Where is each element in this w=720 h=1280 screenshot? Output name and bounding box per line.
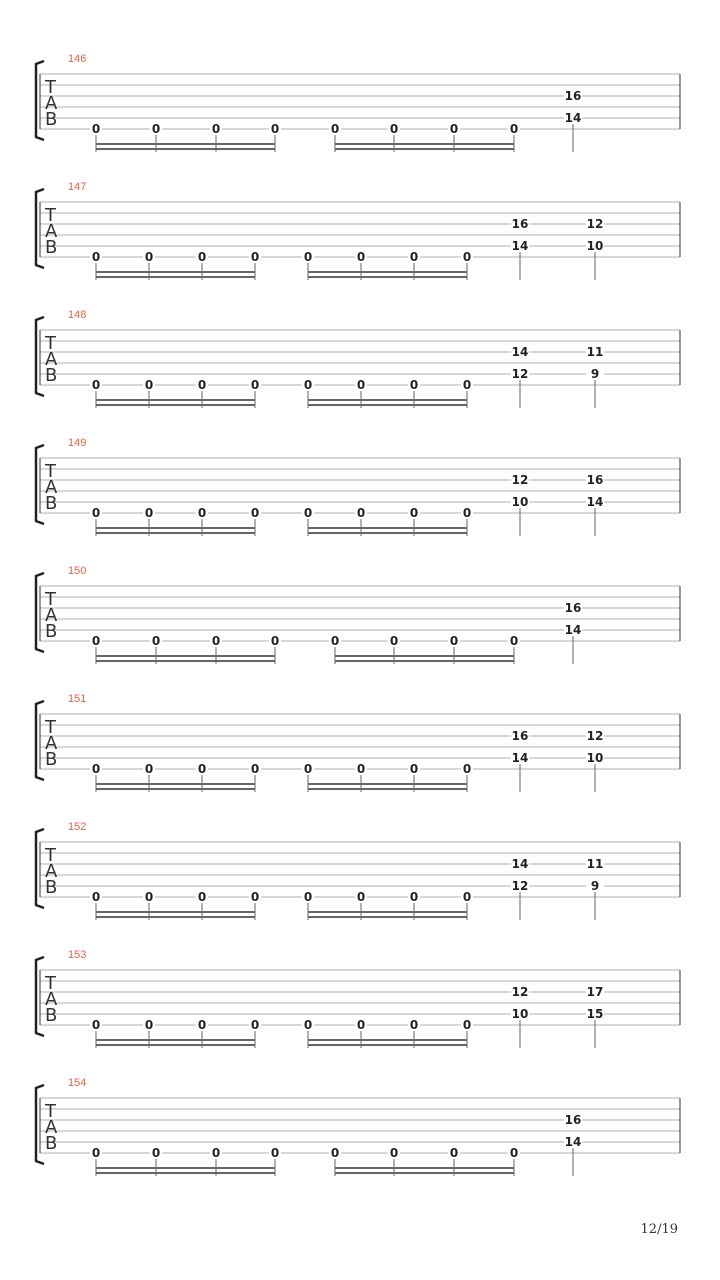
fret-number: 0 bbox=[250, 378, 260, 392]
fret-number: 0 bbox=[303, 506, 313, 520]
fret-number: 0 bbox=[211, 1146, 221, 1160]
tab-clef-letter: A bbox=[45, 349, 58, 370]
chord-fret-top: 16 bbox=[511, 217, 529, 231]
tab-clef-letter: A bbox=[45, 221, 58, 242]
bar-number: 151 bbox=[68, 693, 87, 705]
tab-clef-letter: T bbox=[45, 461, 56, 482]
fret-number: 0 bbox=[389, 122, 399, 136]
tab-system bbox=[0, 688, 720, 798]
fret-number: 0 bbox=[91, 762, 101, 776]
chord-fret-top: 14 bbox=[511, 345, 529, 359]
chord-fret-bottom: 12 bbox=[511, 879, 529, 893]
chord-fret-top: 12 bbox=[586, 217, 604, 231]
fret-number: 0 bbox=[144, 250, 154, 264]
tab-system bbox=[0, 176, 720, 286]
tab-clef-letter: A bbox=[45, 605, 58, 626]
tab-clef-letter: A bbox=[45, 733, 58, 754]
tab-clef-letter: T bbox=[45, 205, 56, 226]
fret-number: 0 bbox=[270, 122, 280, 136]
fret-number: 0 bbox=[91, 1146, 101, 1160]
tab-clef-letter: B bbox=[45, 1005, 58, 1026]
fret-number: 0 bbox=[197, 506, 207, 520]
fret-number: 0 bbox=[449, 122, 459, 136]
chord-fret-top: 16 bbox=[564, 89, 582, 103]
fret-number: 0 bbox=[250, 762, 260, 776]
fret-number: 0 bbox=[462, 506, 472, 520]
tab-system bbox=[0, 816, 720, 926]
fret-number: 0 bbox=[250, 890, 260, 904]
fret-number: 0 bbox=[270, 634, 280, 648]
chord-fret-top: 17 bbox=[586, 985, 604, 999]
fret-number: 0 bbox=[462, 250, 472, 264]
fret-number: 0 bbox=[330, 122, 340, 136]
fret-number: 0 bbox=[409, 890, 419, 904]
fret-number: 0 bbox=[462, 762, 472, 776]
chord-fret-top: 16 bbox=[564, 601, 582, 615]
chord-fret-bottom: 10 bbox=[586, 751, 604, 765]
chord-fret-top: 12 bbox=[511, 985, 529, 999]
tab-clef-letter: A bbox=[45, 861, 58, 882]
chord-fret-bottom: 14 bbox=[564, 1135, 582, 1149]
bar-number: 153 bbox=[68, 949, 87, 961]
chord-fret-top: 12 bbox=[586, 729, 604, 743]
fret-number: 0 bbox=[303, 378, 313, 392]
fret-number: 0 bbox=[91, 378, 101, 392]
fret-number: 0 bbox=[449, 1146, 459, 1160]
fret-number: 0 bbox=[303, 1018, 313, 1032]
fret-number: 0 bbox=[250, 1018, 260, 1032]
fret-number: 0 bbox=[462, 378, 472, 392]
fret-number: 0 bbox=[250, 250, 260, 264]
fret-number: 0 bbox=[211, 122, 221, 136]
fret-number: 0 bbox=[409, 506, 419, 520]
fret-number: 0 bbox=[144, 506, 154, 520]
fret-number: 0 bbox=[356, 762, 366, 776]
chord-fret-bottom: 9 bbox=[590, 879, 600, 893]
tab-system bbox=[0, 560, 720, 670]
bar-number: 150 bbox=[68, 565, 87, 577]
fret-number: 0 bbox=[303, 762, 313, 776]
bar-number: 147 bbox=[68, 181, 87, 193]
tab-system bbox=[0, 944, 720, 1054]
fret-number: 0 bbox=[462, 1018, 472, 1032]
fret-number: 0 bbox=[91, 122, 101, 136]
chord-fret-bottom: 10 bbox=[586, 239, 604, 253]
tab-clef-letter: A bbox=[45, 93, 58, 114]
fret-number: 0 bbox=[91, 890, 101, 904]
page-number: 12/19 bbox=[640, 1222, 678, 1237]
fret-number: 0 bbox=[356, 250, 366, 264]
tab-clef-letter: T bbox=[45, 589, 56, 610]
tab-clef-letter: T bbox=[45, 973, 56, 994]
fret-number: 0 bbox=[197, 762, 207, 776]
fret-number: 0 bbox=[330, 634, 340, 648]
chord-fret-bottom: 14 bbox=[564, 623, 582, 637]
tab-clef-letter: B bbox=[45, 109, 58, 130]
fret-number: 0 bbox=[389, 1146, 399, 1160]
chord-fret-bottom: 15 bbox=[586, 1007, 604, 1021]
tab-clef-letter: T bbox=[45, 77, 56, 98]
chord-fret-top: 16 bbox=[511, 729, 529, 743]
fret-number: 0 bbox=[91, 1018, 101, 1032]
chord-fret-top: 16 bbox=[586, 473, 604, 487]
fret-number: 0 bbox=[151, 634, 161, 648]
chord-fret-top: 11 bbox=[586, 857, 604, 871]
tab-system bbox=[0, 48, 720, 158]
fret-number: 0 bbox=[91, 506, 101, 520]
chord-fret-bottom: 14 bbox=[511, 751, 529, 765]
bar-number: 152 bbox=[68, 821, 87, 833]
bar-number: 149 bbox=[68, 437, 87, 449]
tab-clef-letter: B bbox=[45, 237, 58, 258]
fret-number: 0 bbox=[91, 634, 101, 648]
fret-number: 0 bbox=[449, 634, 459, 648]
fret-number: 0 bbox=[211, 634, 221, 648]
chord-fret-top: 14 bbox=[511, 857, 529, 871]
chord-fret-bottom: 10 bbox=[511, 1007, 529, 1021]
tab-clef-letter: T bbox=[45, 717, 56, 738]
tab-clef-letter: B bbox=[45, 749, 58, 770]
fret-number: 0 bbox=[303, 890, 313, 904]
chord-fret-bottom: 14 bbox=[586, 495, 604, 509]
fret-number: 0 bbox=[409, 1018, 419, 1032]
chord-fret-bottom: 12 bbox=[511, 367, 529, 381]
fret-number: 0 bbox=[330, 1146, 340, 1160]
tab-clef-letter: B bbox=[45, 621, 58, 642]
tab-system bbox=[0, 1072, 720, 1182]
chord-fret-bottom: 9 bbox=[590, 367, 600, 381]
fret-number: 0 bbox=[270, 1146, 280, 1160]
fret-number: 0 bbox=[356, 378, 366, 392]
fret-number: 0 bbox=[389, 634, 399, 648]
fret-number: 0 bbox=[197, 890, 207, 904]
fret-number: 0 bbox=[197, 250, 207, 264]
fret-number: 0 bbox=[356, 1018, 366, 1032]
fret-number: 0 bbox=[509, 634, 519, 648]
tab-clef-letter: B bbox=[45, 365, 58, 386]
chord-fret-bottom: 10 bbox=[511, 495, 529, 509]
bar-number: 148 bbox=[68, 309, 87, 321]
tab-clef-letter: T bbox=[45, 333, 56, 354]
chord-fret-bottom: 14 bbox=[564, 111, 582, 125]
tab-clef-letter: B bbox=[45, 493, 58, 514]
fret-number: 0 bbox=[197, 378, 207, 392]
tab-clef-letter: T bbox=[45, 845, 56, 866]
fret-number: 0 bbox=[197, 1018, 207, 1032]
bar-number: 154 bbox=[68, 1077, 87, 1089]
fret-number: 0 bbox=[462, 890, 472, 904]
chord-fret-top: 16 bbox=[564, 1113, 582, 1127]
fret-number: 0 bbox=[409, 762, 419, 776]
fret-number: 0 bbox=[91, 250, 101, 264]
fret-number: 0 bbox=[509, 122, 519, 136]
fret-number: 0 bbox=[144, 1018, 154, 1032]
tab-clef-letter: A bbox=[45, 989, 58, 1010]
fret-number: 0 bbox=[356, 506, 366, 520]
fret-number: 0 bbox=[409, 378, 419, 392]
chord-fret-bottom: 14 bbox=[511, 239, 529, 253]
fret-number: 0 bbox=[250, 506, 260, 520]
tab-clef-letter: B bbox=[45, 877, 58, 898]
fret-number: 0 bbox=[509, 1146, 519, 1160]
tab-clef-letter: A bbox=[45, 1117, 58, 1138]
tab-system bbox=[0, 432, 720, 542]
fret-number: 0 bbox=[144, 378, 154, 392]
fret-number: 0 bbox=[409, 250, 419, 264]
tab-clef-letter: B bbox=[45, 1133, 58, 1154]
fret-number: 0 bbox=[144, 890, 154, 904]
fret-number: 0 bbox=[144, 762, 154, 776]
chord-fret-top: 12 bbox=[511, 473, 529, 487]
fret-number: 0 bbox=[303, 250, 313, 264]
tab-system bbox=[0, 304, 720, 414]
bar-number: 146 bbox=[68, 53, 87, 65]
fret-number: 0 bbox=[151, 1146, 161, 1160]
fret-number: 0 bbox=[151, 122, 161, 136]
tab-clef-letter: T bbox=[45, 1101, 56, 1122]
fret-number: 0 bbox=[356, 890, 366, 904]
chord-fret-top: 11 bbox=[586, 345, 604, 359]
tab-clef-letter: A bbox=[45, 477, 58, 498]
